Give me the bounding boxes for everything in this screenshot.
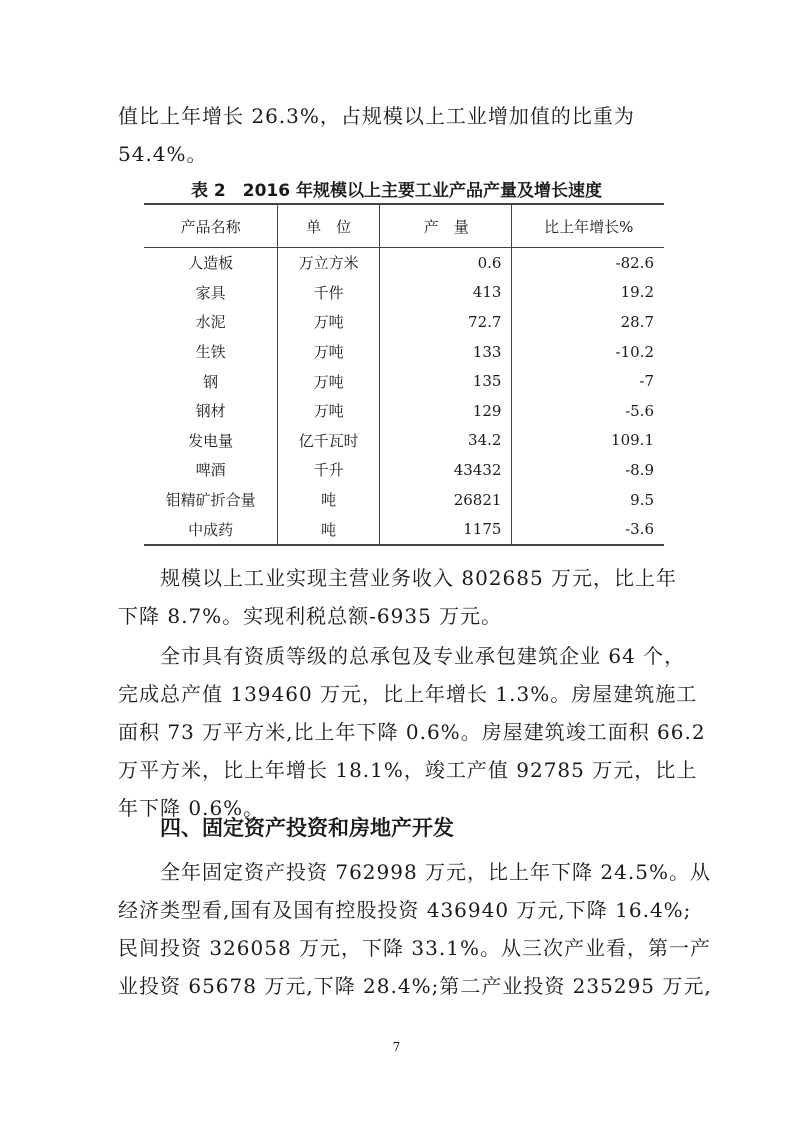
cell-growth: -3.6 — [512, 514, 664, 545]
table-caption: 表 2 2016 年规模以上主要工业产品产量及增长速度 — [191, 181, 602, 201]
para3-line-3: 民间投资 326058 万元，下降 33.1%。从三次产业看，第一产 — [118, 936, 711, 960]
cell-output: 413 — [380, 278, 512, 308]
cell-growth: 9.5 — [512, 485, 664, 515]
para3-line-1: 全年固定资产投资 762998 万元，比上年下降 24.5%。从 — [160, 860, 711, 884]
para3-line-2: 经济类型看,国有及国有控股投资 436940 万元,下降 16.4%; — [118, 898, 692, 922]
cell-product-name: 中成药 — [144, 514, 278, 545]
table-row — [144, 278, 664, 308]
products-table — [144, 203, 664, 546]
cell-product-name: 家具 — [195, 283, 226, 302]
page-number: 7 — [392, 1040, 401, 1054]
cell-output: 0.6 — [380, 248, 512, 278]
cell-unit: 亿千瓦时 — [278, 426, 380, 456]
table-row — [144, 396, 664, 426]
cell-unit: 万吨 — [278, 307, 380, 337]
cell-product-name: 钢材 — [195, 402, 226, 421]
cell-unit: 千升 — [278, 455, 380, 485]
para3-line-4: 业投资 65678 万元,下降 28.4%;第二产业投资 235295 万元, — [118, 974, 712, 998]
cell-output: 129 — [380, 396, 512, 426]
table-row — [144, 248, 664, 278]
para1-line-2: 下降 8.7%。实现利税总额-6935 万元。 — [118, 604, 503, 628]
para1-line-1: 规模以上工业实现主营业务收入 802685 万元，比上年 — [160, 566, 678, 590]
cell-unit: 万吨 — [278, 396, 380, 426]
cell-output: 26821 — [380, 485, 512, 515]
cell-growth: -5.6 — [512, 396, 664, 426]
header-output: 产 量 — [380, 204, 512, 248]
cell-unit: 万立方米 — [278, 248, 380, 278]
header-unit: 单 位 — [278, 204, 380, 248]
cell-unit: 千件 — [278, 278, 380, 308]
table-row — [144, 455, 664, 485]
para2-line-5: 年下降 0.6%。 — [118, 796, 265, 820]
cell-product-name: 发电量 — [188, 431, 234, 450]
cell-output: 34.2 — [380, 426, 512, 456]
table-row — [144, 514, 664, 545]
cell-unit: 吨 — [278, 514, 380, 545]
table-row — [144, 366, 664, 396]
cell-growth: -8.9 — [512, 455, 664, 485]
table-row — [144, 307, 664, 337]
intro-line-1: 值比上年增长 26.3%，占规模以上工业增加值的比重为 — [118, 104, 635, 128]
table-row — [144, 426, 664, 456]
para2-line-3: 面积 73 万平方米,比上年下降 0.6%。房屋建筑竣工面积 66.2 — [118, 720, 706, 744]
cell-product-name: 水泥 — [195, 313, 226, 332]
para2-line-2: 完成总产值 139460 万元，比上年增长 1.3%。房屋建筑施工 — [118, 682, 698, 706]
cell-output: 43432 — [380, 455, 512, 485]
table-row — [144, 337, 664, 367]
intro-line-2: 54.4%。 — [118, 142, 208, 166]
cell-product-name: 钼精矿折合量 — [165, 491, 256, 510]
cell-output: 72.7 — [380, 307, 512, 337]
cell-product-name: 生铁 — [195, 343, 226, 362]
cell-growth: -82.6 — [512, 248, 664, 278]
cell-growth: -10.2 — [512, 337, 664, 367]
table-row — [144, 485, 664, 515]
cell-unit: 万吨 — [278, 337, 380, 367]
cell-output: 133 — [380, 337, 512, 367]
header-growth: 比上年增长% — [512, 204, 664, 248]
cell-unit: 万吨 — [278, 366, 380, 396]
section-heading: 四、固定资产投资和房地产开发 — [160, 816, 454, 840]
cell-product-name: 钢 — [203, 372, 219, 391]
table-header-row — [144, 204, 664, 248]
cell-unit: 吨 — [278, 485, 380, 515]
cell-output: 1175 — [380, 514, 512, 545]
cell-product-name: 啤酒 — [195, 461, 226, 480]
cell-growth: 28.7 — [512, 307, 664, 337]
cell-product-name: 人造板 — [188, 254, 234, 273]
cell-growth: 19.2 — [512, 278, 664, 308]
para2-line-4: 万平方米，比上年增长 18.1%，竣工产值 92785 万元，比上 — [118, 758, 698, 782]
cell-output: 135 — [380, 366, 512, 396]
cell-growth: -7 — [512, 366, 664, 396]
cell-growth: 109.1 — [512, 426, 664, 456]
para2-line-1: 全市具有资质等级的总承包及专业承包建筑企业 64 个， — [160, 644, 686, 668]
header-product-name: 产品名称 — [144, 204, 278, 248]
